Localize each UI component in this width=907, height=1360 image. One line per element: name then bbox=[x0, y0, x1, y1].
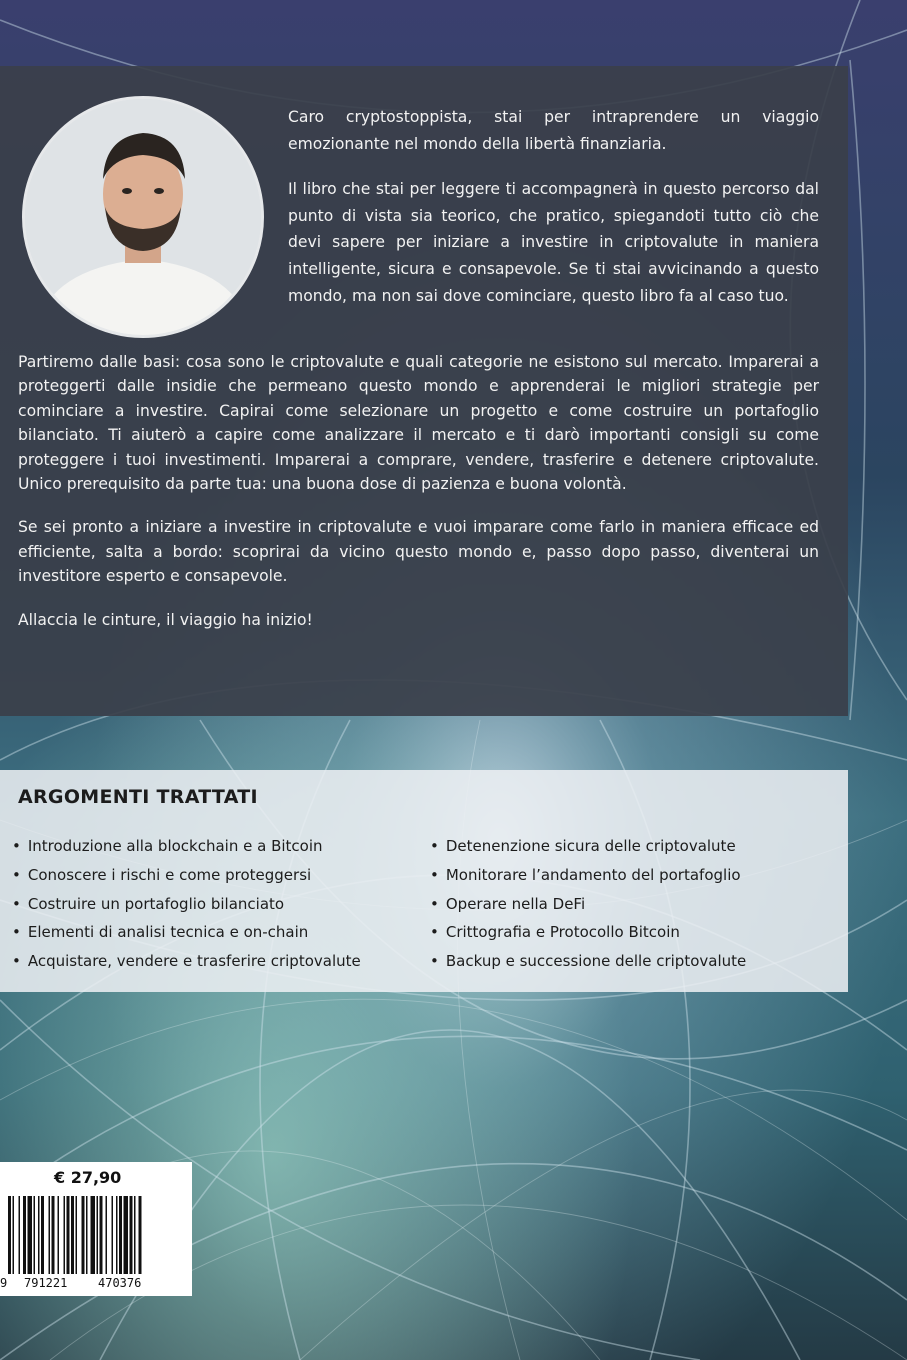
topic-item: • Backup e successione delle criptovalute bbox=[430, 947, 746, 976]
body-paragraph: Partiremo dalle basi: cosa sono le criptovalute e quali categorie ne esistono sul mercato. Imparerai a proteggerti dalle insidie che permeano questo mondo e apprenderai le migliori strategie per cominciare a investire. Capirai come selezionare un progetto e come costruire un portafoglio bilanciato. Ti aiuterò a capire come analizzare il mercato e ti darò importanti consigli su come proteggere i tuoi investimenti. Imparerai a comprare, vendere, trasferire e detenere criptovalute. Unico prerequisito da parte tua: una buona dose di pazienza e buona volontà. bbox=[18, 353, 819, 494]
body-paragraph: Allaccia le cinture, il viaggio ha inizio! bbox=[18, 610, 313, 629]
isbn-prefix: 9 bbox=[0, 1276, 8, 1290]
barcode-bar bbox=[23, 1196, 26, 1274]
barcode-bar bbox=[106, 1196, 108, 1274]
topic-item: • Introduzione alla blockchain e a Bitcoin bbox=[12, 832, 361, 861]
barcode-bar bbox=[13, 1196, 15, 1274]
topic-item: • Detenenzione sicura delle criptovalute bbox=[430, 832, 746, 861]
topic-item: • Operare nella DeFi bbox=[430, 890, 746, 919]
intro-text bbox=[288, 104, 819, 328]
topic-item: • Costruire un portafoglio bilanciato bbox=[12, 890, 361, 919]
topics-list-left bbox=[12, 832, 361, 976]
barcode-bar bbox=[100, 1196, 103, 1274]
body-paragraph: Se sei pronto a iniziare a investire in criptovalute e vuoi imparare come farlo in maniera efficace ed efficiente, salta a bordo: scoprirai da vicino questo mondo e, passo dopo passo, diventerai un investitore esperto e consapevole. bbox=[18, 518, 819, 586]
barcode-bar bbox=[82, 1196, 85, 1274]
topic-item: • Conoscere i rischi e come proteggersi bbox=[12, 861, 361, 890]
isbn-group-2: 470376 bbox=[98, 1276, 142, 1290]
barcode-bar bbox=[124, 1196, 129, 1274]
barcode-bar bbox=[91, 1196, 96, 1274]
isbn-group-1: 791221 bbox=[24, 1276, 68, 1290]
author-portrait bbox=[22, 96, 264, 338]
barcode-bar bbox=[67, 1196, 70, 1274]
price-label: € 27,90 bbox=[54, 1168, 122, 1187]
barcode-bar bbox=[134, 1196, 136, 1274]
barcode-bar bbox=[71, 1196, 74, 1274]
barcode-bar bbox=[97, 1196, 99, 1274]
barcode-bar bbox=[64, 1196, 66, 1274]
barcode-bar bbox=[112, 1196, 114, 1274]
barcode-bar bbox=[139, 1196, 142, 1274]
body-text bbox=[18, 350, 819, 651]
barcode-bar bbox=[8, 1196, 11, 1274]
barcode-bar bbox=[119, 1196, 122, 1274]
barcode-bar bbox=[58, 1196, 60, 1274]
barcode-bar bbox=[52, 1196, 55, 1274]
barcode-bar bbox=[34, 1196, 36, 1274]
topic-item: • Crittografia e Protocollo Bitcoin bbox=[430, 918, 746, 947]
barcode-bar bbox=[86, 1196, 88, 1274]
intro-paragraph: Il libro che stai per leggere ti accompagnerà in questo percorso dal punto di vista sia teorico, che pratico, spiegandoti tutto ciò che devi sapere per iniziare a investire in criptovalute in maniera intelligente, sicura e consapevole. Se ti stai avvicinando a questo mondo, ma non sai dove cominciare, questo libro fa al caso tuo. bbox=[288, 180, 819, 305]
topics-title: ARGOMENTI TRATTATI bbox=[18, 786, 258, 808]
barcode-bar bbox=[76, 1196, 78, 1274]
barcode-bar bbox=[116, 1196, 118, 1274]
barcode-icon bbox=[6, 1196, 184, 1274]
topic-item: • Elementi di analisi tecnica e on-chain bbox=[12, 918, 361, 947]
topics-list-right bbox=[430, 832, 746, 976]
barcode-bar bbox=[49, 1196, 51, 1274]
intro-paragraph: Caro cryptostoppista, stai per intraprendere un viaggio emozionante nel mondo della libertà finanziaria. bbox=[288, 108, 819, 153]
barcode-bar bbox=[38, 1196, 40, 1274]
barcode-bar bbox=[130, 1196, 133, 1274]
barcode-bar bbox=[19, 1196, 21, 1274]
topic-item: • Acquistare, vendere e trasferire criptovalute bbox=[12, 947, 361, 976]
barcode-bar bbox=[41, 1196, 44, 1274]
topic-item: • Monitorare l’andamento del portafoglio bbox=[430, 861, 746, 890]
barcode-bar bbox=[28, 1196, 33, 1274]
